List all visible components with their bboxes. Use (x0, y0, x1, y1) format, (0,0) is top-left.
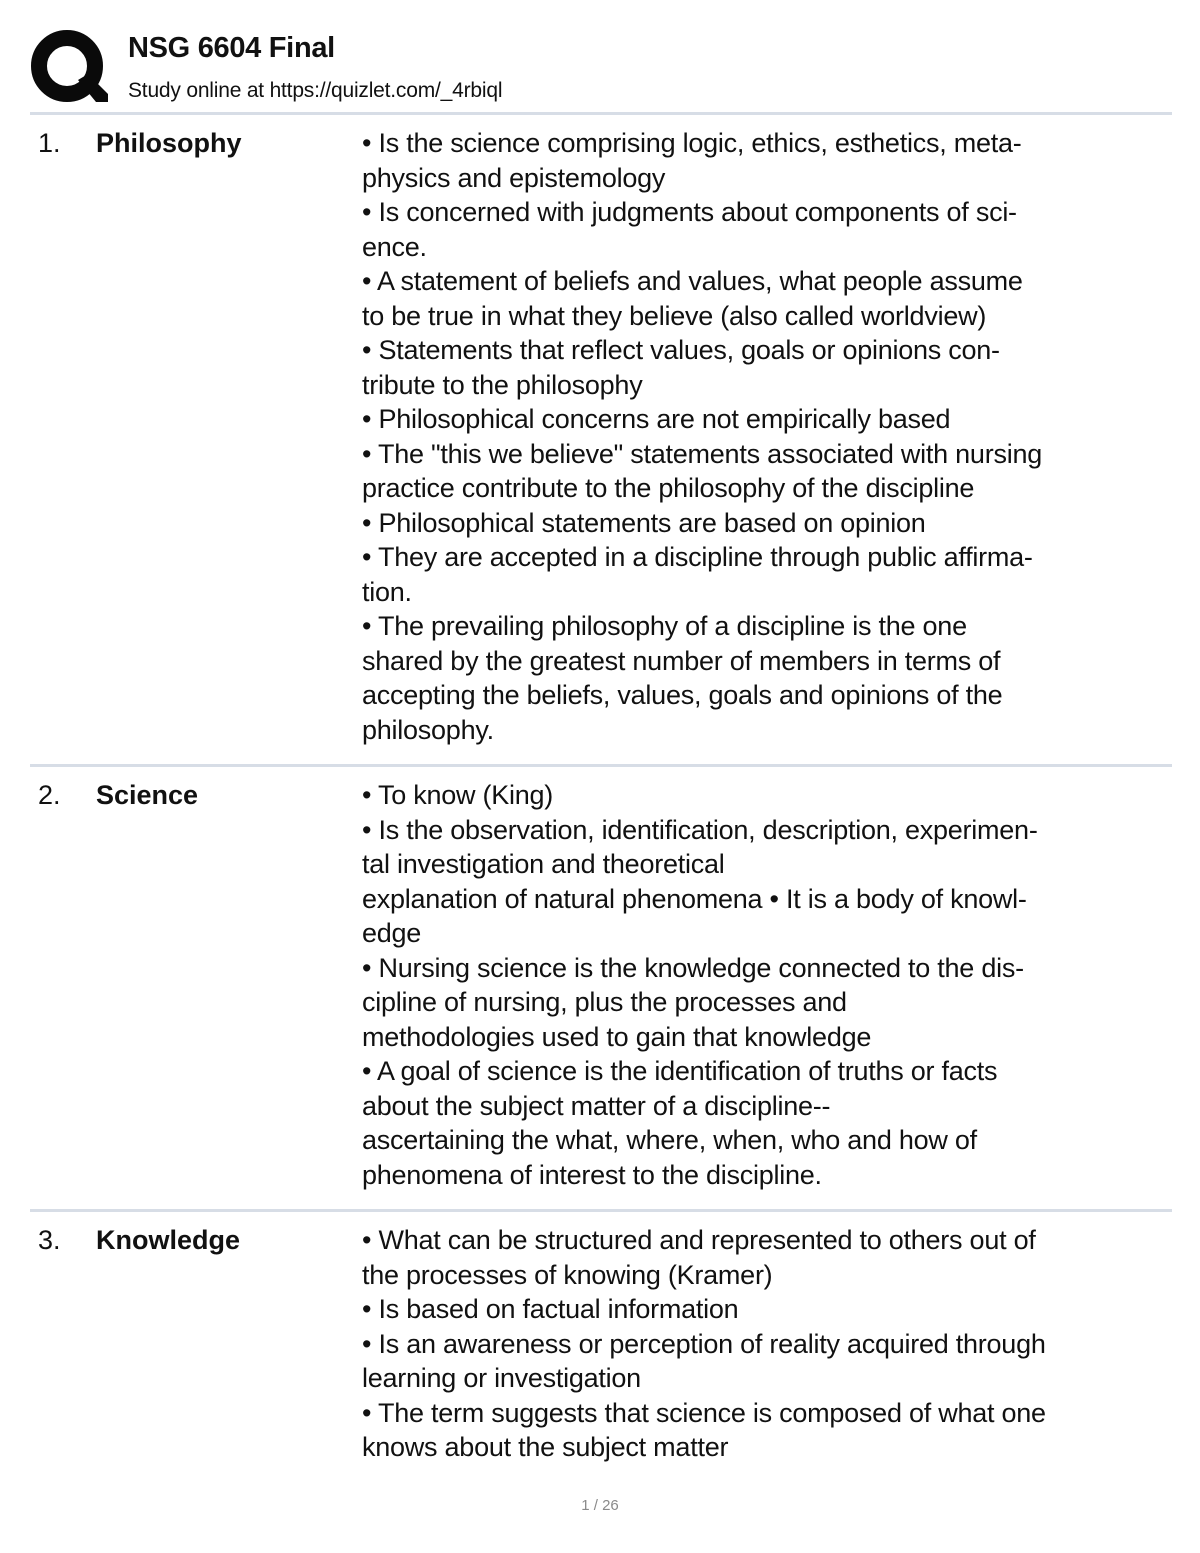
definition-line: • The "this we believe" statements associated with nursing (362, 438, 1042, 469)
quizlet-q-logo-icon (30, 28, 108, 106)
definition-line: the processes of knowing (Kramer) (362, 1259, 773, 1290)
definition-line: • The prevailing philosophy of a discipline is the one (362, 611, 967, 641)
definition-line: explanation of natural phenomena • It is a body of knowl- (362, 883, 1027, 914)
definition-line: • Is the observation, identification, description, experimen- (362, 814, 1038, 845)
definition-line: tribute to the philosophy (362, 369, 643, 400)
definition-line: • Philosophical statements are based on opinion (362, 507, 926, 538)
definition-line: ence. (362, 231, 427, 262)
definition-line: • A statement of beliefs and values, what people assume (362, 266, 1023, 296)
card-divider (30, 1209, 1172, 1212)
definition-line: edge (362, 918, 422, 948)
definition-line: • Nursing science is the knowledge connected to the dis- (362, 952, 1024, 983)
card-definition (362, 1223, 1162, 1465)
card-divider (30, 764, 1172, 767)
definition-line: • Is an awareness or perception of reality acquired through (362, 1328, 1046, 1359)
definition-line: to be true in what they believe (also called worldview) (362, 300, 987, 331)
definition-line: phenomena of interest to the discipline. (362, 1159, 822, 1190)
definition-line: • Statements that reflect values, goals or opinions con- (362, 335, 1000, 365)
definition-line: • Philosophical concerns are not empirically based (362, 404, 951, 434)
page-title: NSG 6604 Final (128, 32, 335, 64)
definition-line: learning or investigation (362, 1363, 641, 1393)
definition-line: physics and epistemology (362, 162, 666, 193)
definition-line: methodologies used to gain that knowledge (362, 1021, 872, 1052)
card-term: Science (96, 780, 199, 810)
definition-line: • Is concerned with judgments about components of sci- (362, 197, 1017, 227)
definition-line: philosophy. (362, 714, 494, 745)
definition-line: • They are accepted in a discipline through public affirma- (362, 542, 1033, 572)
definition-line: • To know (King) (362, 780, 554, 810)
definition-line: • Is the science comprising logic, ethics, esthetics, meta- (362, 128, 1022, 158)
card-number: 1. (38, 128, 61, 158)
definition-line: tal investigation and theoretical (362, 849, 725, 879)
card-term: Knowledge (96, 1225, 241, 1255)
definition-line: knows about the subject matter (362, 1432, 729, 1462)
card-definition (362, 126, 1162, 747)
definition-line: cipline of nursing, plus the processes and (362, 987, 847, 1017)
card-definition (362, 778, 1162, 1192)
card-number: 2. (38, 780, 61, 810)
definition-line: about the subject matter of a discipline-- (362, 1090, 831, 1121)
definition-line: ascertaining the what, where, when, who and how of (362, 1125, 977, 1155)
definition-line: • Is based on factual information (362, 1294, 739, 1324)
definition-line: tion. (362, 576, 412, 607)
definition-line: • The term suggests that science is composed of what one (362, 1397, 1046, 1428)
definition-line: practice contribute to the philosophy of the discipline (362, 473, 975, 503)
definition-line: • What can be structured and represented to others out of (362, 1225, 1036, 1255)
card-term: Philosophy (96, 128, 242, 158)
study-online-link-text: Study online at https://quizlet.com/_4rbiql (128, 79, 503, 102)
definition-line: shared by the greatest number of members in terms of (362, 645, 1001, 676)
page-indicator: 1 / 26 (581, 1497, 619, 1514)
definition-line: accepting the beliefs, values, goals and opinions of the (362, 680, 1003, 710)
header-divider (30, 112, 1172, 115)
card-number: 3. (38, 1225, 61, 1255)
definition-line: • A goal of science is the identification of truths or facts (362, 1056, 998, 1086)
